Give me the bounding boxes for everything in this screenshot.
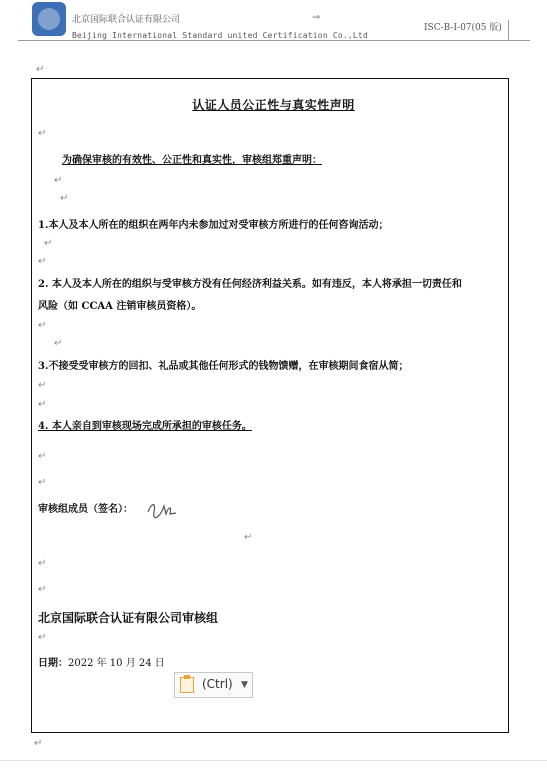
paragraph-mark: ↵ (38, 399, 47, 410)
statement-item-3: 3.不接受受审核方的回扣、礼品或其他任何形式的钱物馈赠，在审核期间食宿从简； (38, 361, 409, 372)
header-divider (18, 40, 530, 41)
chevron-down-icon: ▼ (241, 680, 248, 690)
paragraph-mark: ↵ (54, 338, 63, 349)
paragraph-mark: ↵ (60, 193, 69, 204)
date-label: 日期： (38, 658, 68, 669)
paragraph-mark: ↵ (38, 632, 47, 643)
paragraph-mark: ↵ (38, 451, 47, 462)
member-signature-label: 审核组成员（签名）： (38, 504, 133, 515)
paragraph-mark: ↵ (44, 238, 53, 249)
header-company-en: Beijing International Standard united Certification Co.,Ltd (72, 31, 368, 40)
paragraph-mark: ↵ (38, 558, 47, 569)
header-company-cn: 北京国际联合认证有限公司 (72, 15, 181, 25)
tab-arrow-mark: ⇒ (312, 12, 321, 23)
paragraph-mark: ↵ (244, 532, 253, 543)
company-logo (32, 2, 66, 36)
paragraph-mark: ↵ (38, 320, 47, 331)
margin-corner-mark (508, 20, 525, 41)
paragraph-mark: ↵ (38, 128, 47, 139)
paste-options-button[interactable] (174, 672, 253, 698)
org-name: 北京国际联合认证有限公司审核组 (38, 611, 219, 625)
signature-image (146, 498, 180, 520)
statement-item-4: 4. 本人亲自到审核现场完成所承担的审核任务。 (38, 421, 252, 432)
clipboard-icon (180, 677, 194, 693)
paragraph-mark: ↵ (38, 477, 47, 488)
paste-options-label: (Ctrl) (202, 677, 233, 691)
statement-item-2-line-1: 2. 本人及本人所在的组织与受审核方没有任何经济利益关系。如有违反，本人将承担一切责任和 (38, 279, 462, 290)
paragraph-mark: ↵ (38, 584, 47, 595)
paragraph-mark: ↵ (36, 64, 45, 75)
statement-item-2-line-2: 风险（如 CCAA 注销审核员资格）。 (38, 301, 202, 312)
statement-item-1: 1.本人及本人所在的组织在两年内未参加过对受审核方所进行的任何咨询活动； (38, 220, 389, 231)
date-value: 2022 年 10 月 24 日 (68, 658, 165, 669)
statement-intro: 为确保审核的有效性、公正性和真实性，审核组郑重声明： (62, 155, 322, 166)
page-bottom-edge (0, 760, 547, 761)
paragraph-mark: ↵ (38, 256, 47, 267)
header-doc-code: ISC-B-I-07(05 版) (424, 23, 502, 33)
paragraph-mark: ↵ (38, 380, 47, 391)
statement-title: 认证人员公正性与真实性声明 (192, 98, 355, 112)
statement-frame (31, 78, 509, 733)
paragraph-mark: ↵ (34, 738, 43, 749)
paragraph-mark: ↵ (54, 175, 63, 186)
